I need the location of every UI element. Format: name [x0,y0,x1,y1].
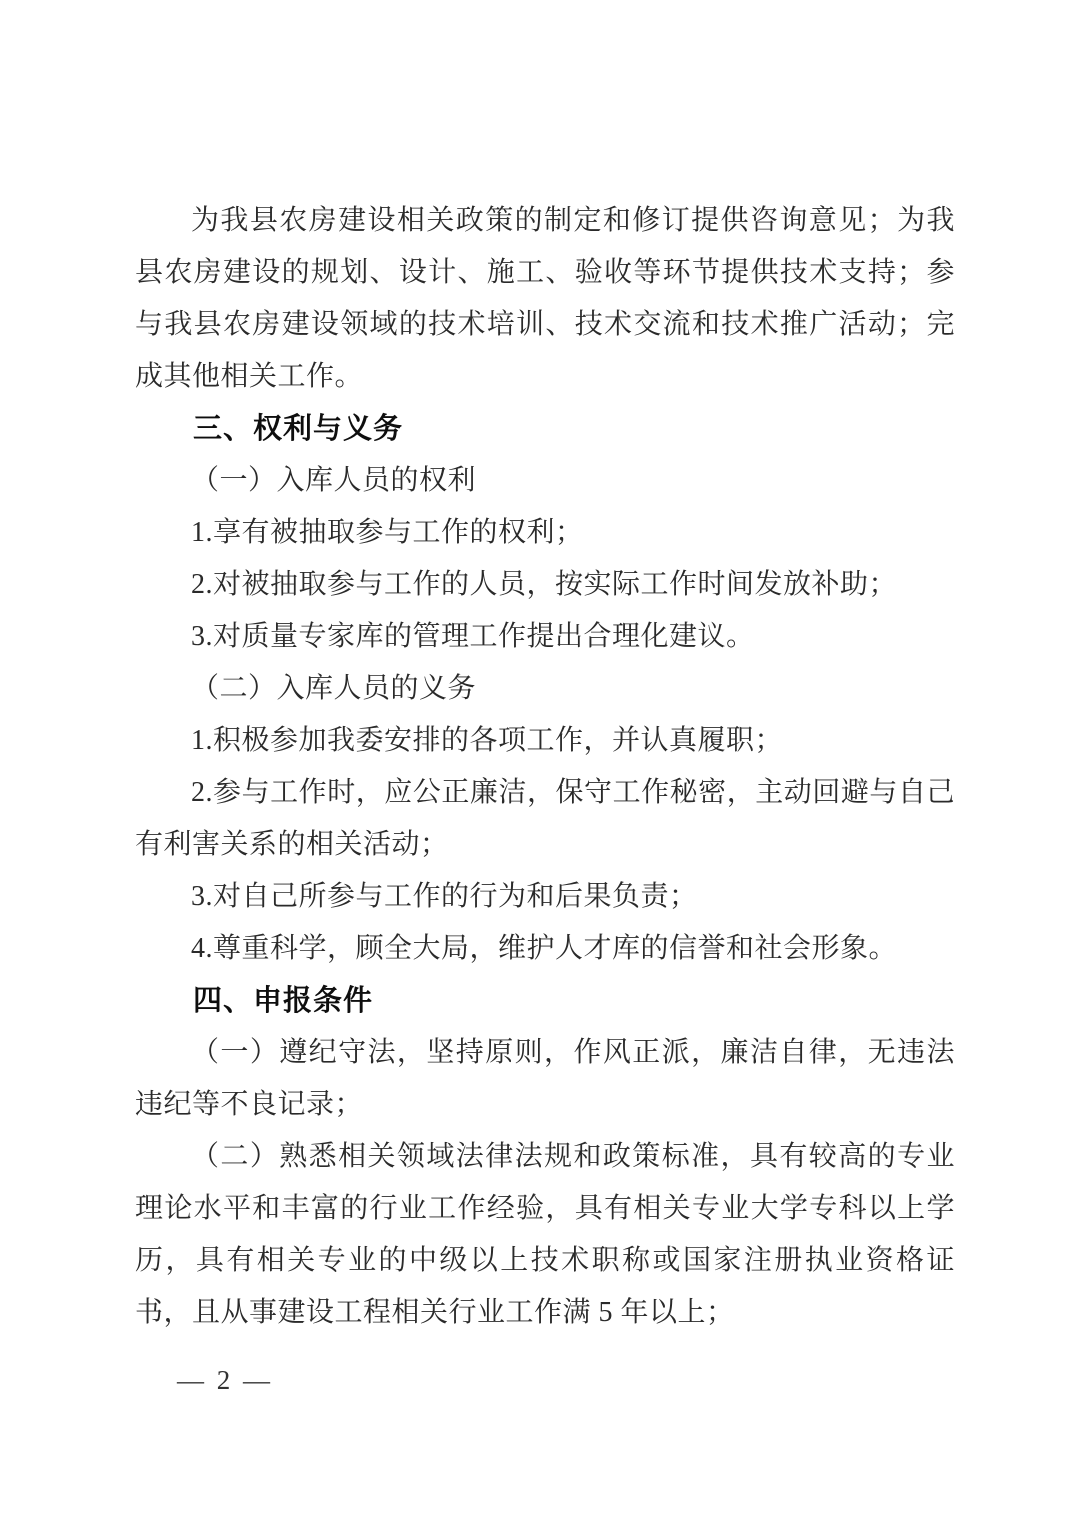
page-number: — 2 — [177,1365,273,1395]
obligations-item-4: 4.尊重科学，顾全大局，维护人才库的信誉和社会形象。 [191,933,898,964]
paragraph-duties-intro: 为我县农房建设相关政策的制定和修订提供咨询意见；为我县农房建设的规划、设计、施工、验收等环节提供技术支持；参与我县农房建设领域的技术培训、技术交流和技术推广活动；完成其他相关工作。 [135,205,955,392]
document-body [135,195,955,1339]
subheading-member-rights: （一）入库人员的权利 [191,465,477,496]
section-heading-rights-obligations: 三、权利与义务 [193,413,404,445]
rights-item-1: 1.享有被抽取参与工作的权利； [191,517,584,548]
obligations-item-2: 2.参与工作时，应公正廉洁，保守工作秘密，主动回避与自己有利害关系的相关活动； [135,777,955,860]
subheading-member-obligations: （二）入库人员的义务 [191,673,477,704]
obligations-item-1: 1.积极参加我委安排的各项工作，并认真履职； [191,725,784,756]
rights-item-2: 2.对被抽取参与工作的人员，按实际工作时间发放补助； [191,569,898,600]
rights-item-3: 3.对质量专家库的管理工作提出合理化建议。 [191,621,755,652]
section-heading-application-conditions: 四、申报条件 [193,985,374,1017]
condition-item-1: （一）遵纪守法，坚持原则，作风正派，廉洁自律，无违法违纪等不良记录； [135,1037,955,1120]
obligations-item-3: 3.对自己所参与工作的行为和后果负责； [191,881,698,912]
condition-item-2: （二）熟悉相关领域法律法规和政策标准，具有较高的专业理论水平和丰富的行业工作经验，具有相关专业大学专科以上学历，具有相关专业的中级以上技术职称或国家注册执业资格证书，且从事建设工程相关行业工作满 5 年以上； [135,1141,955,1328]
